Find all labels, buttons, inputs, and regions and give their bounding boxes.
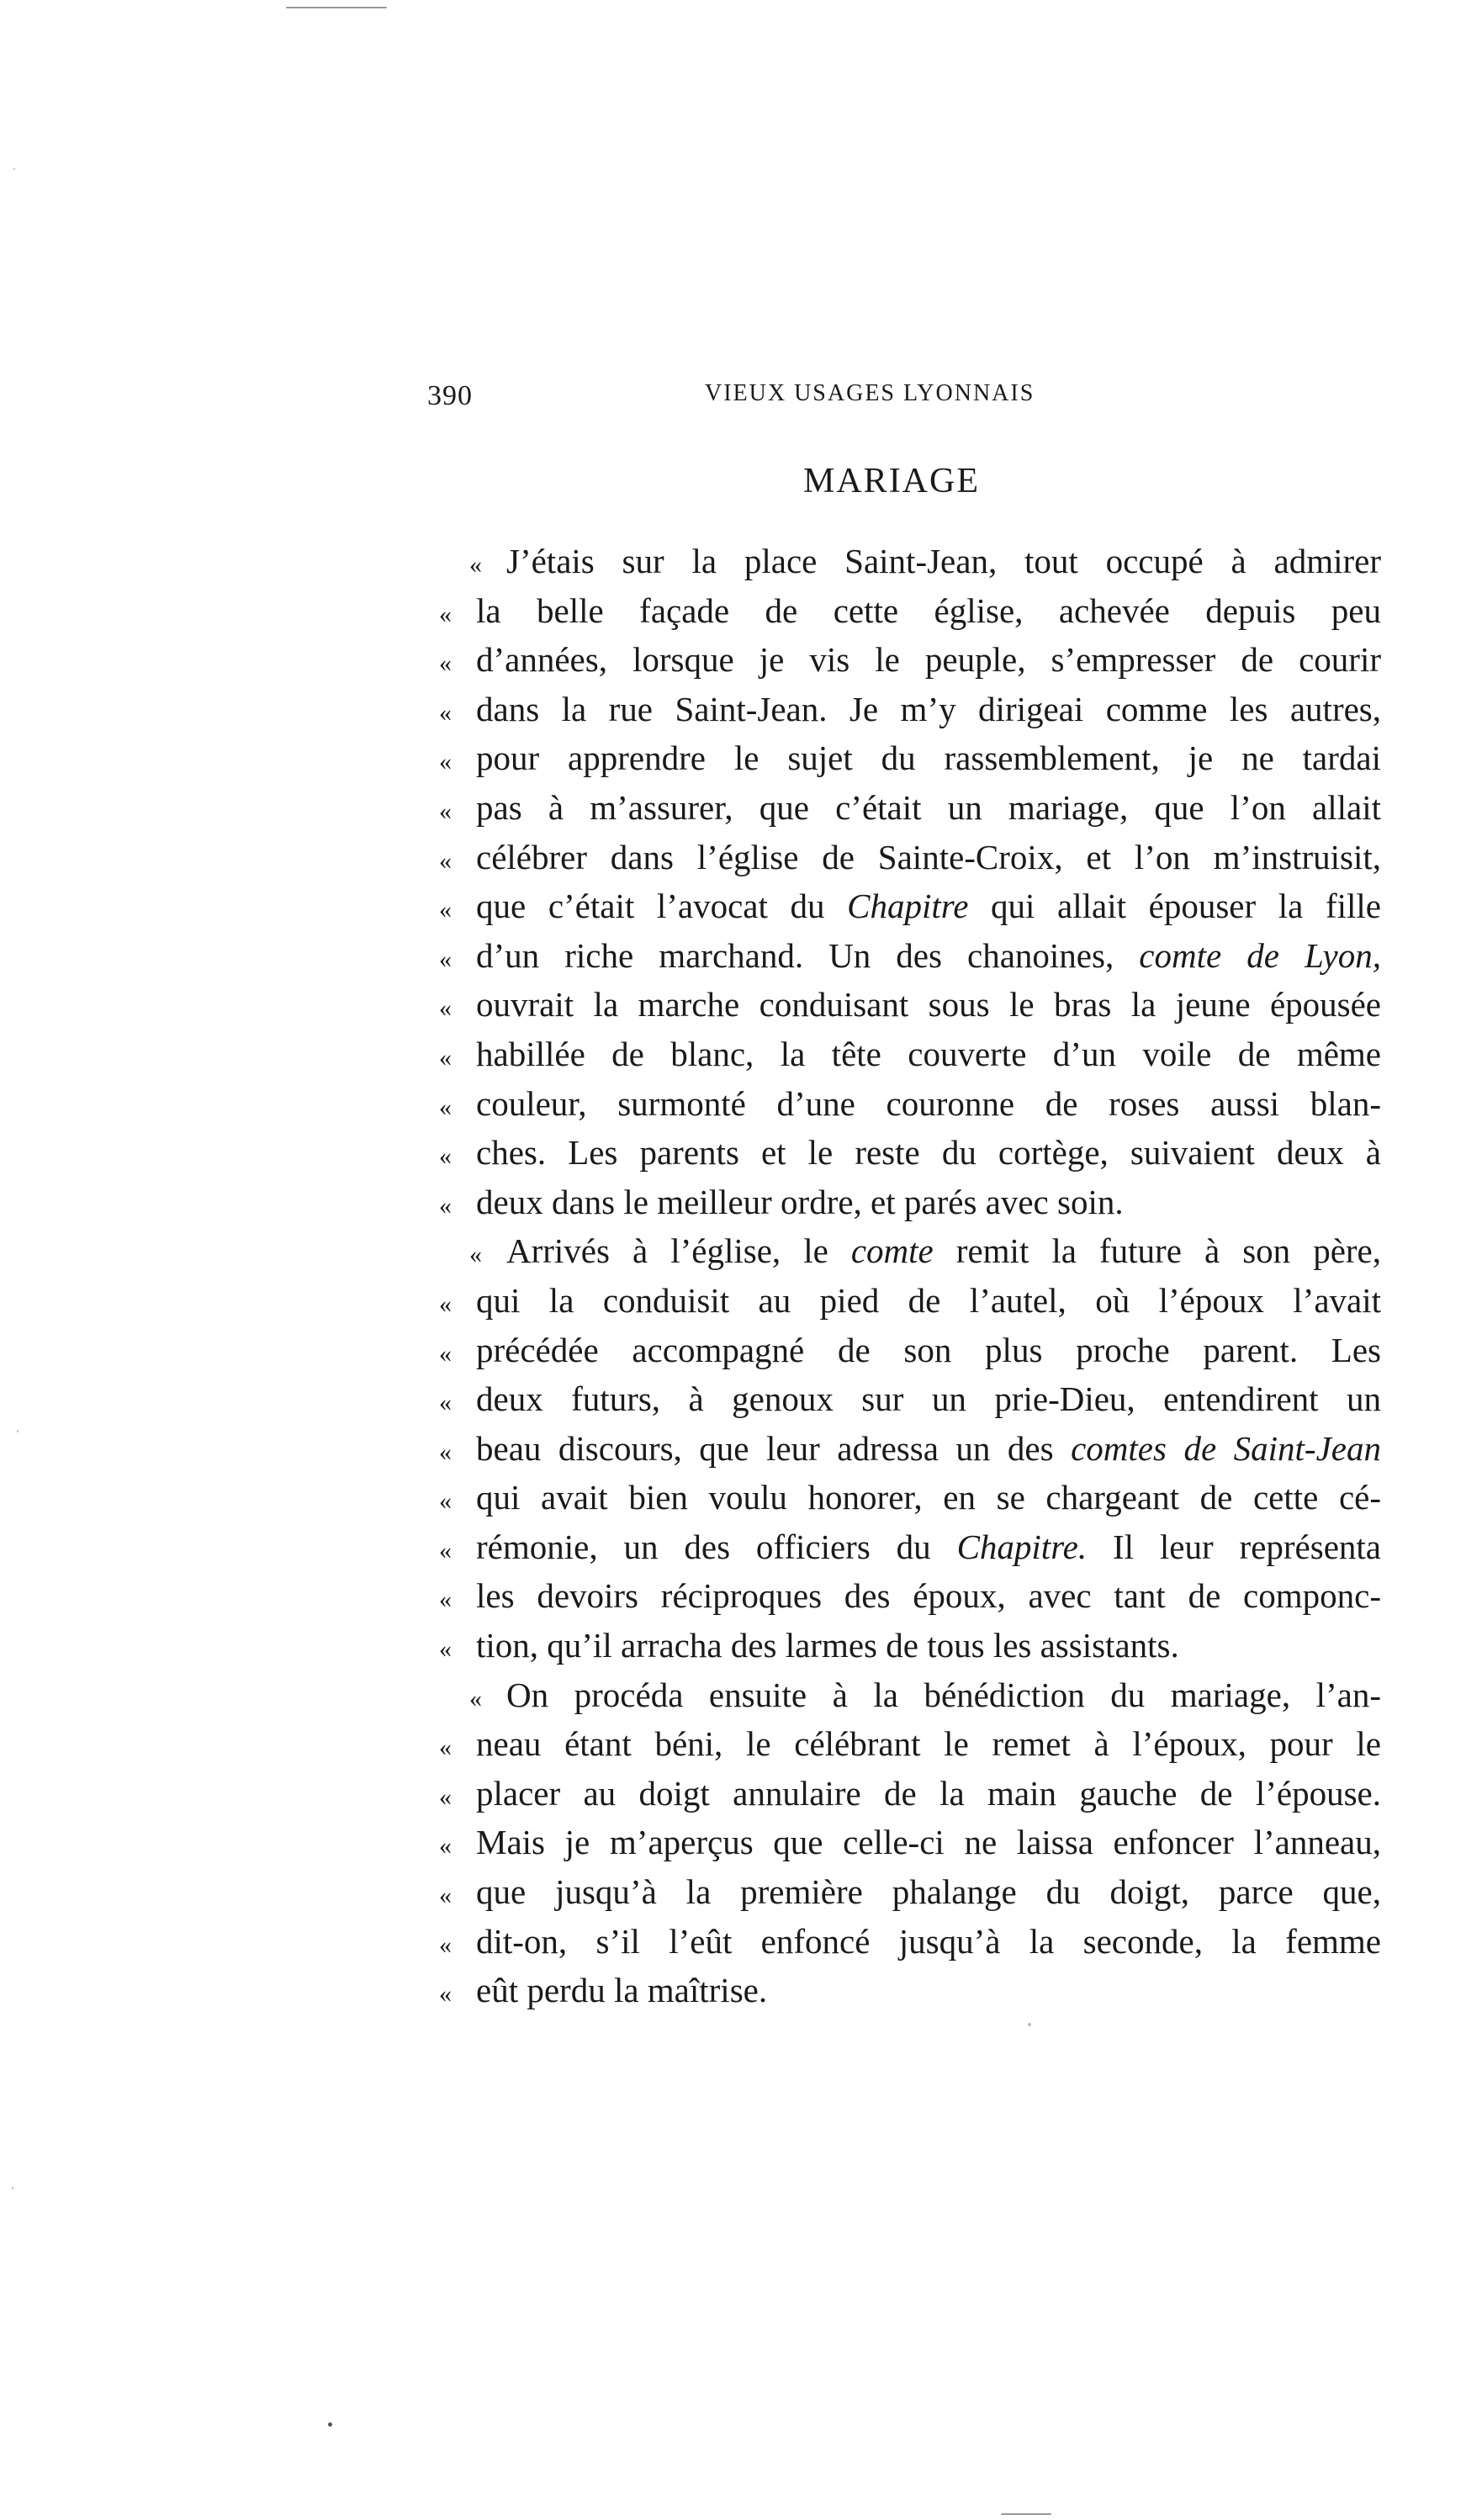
- text-run: eût perdu la maîtrise.: [476, 1971, 768, 2010]
- text-run: que c’était l’avocat du: [476, 887, 848, 926]
- text-run: ouvrait la marche conduisant sous le bras la jeune épousée: [476, 985, 1381, 1024]
- page-number: 390: [427, 380, 473, 411]
- scan-speck: [1028, 2023, 1031, 2026]
- line-text: [506, 1670, 1381, 1720]
- text-line: [439, 635, 1381, 685]
- text-run: remit la future à son père,: [933, 1231, 1381, 1271]
- italic-phrase: Chapitre: [847, 887, 969, 926]
- line-text: [476, 1917, 1381, 1967]
- guillemet-marker: «: [439, 797, 452, 825]
- scan-speck: [13, 168, 15, 170]
- guillemet-marker: «: [439, 1093, 452, 1121]
- text-run: tion, qu’il arracha des larmes de tous les assistants.: [476, 1626, 1179, 1665]
- scan-speck: [286, 7, 387, 8]
- text-run: rémonie, un des officiers du: [476, 1527, 957, 1566]
- text-line: [439, 1522, 1381, 1572]
- text-run: Arrivés à l’église, le: [506, 1231, 851, 1271]
- line-text: [476, 1276, 1381, 1326]
- line-text: [476, 733, 1381, 783]
- running-head: [427, 380, 1386, 414]
- line-text: [476, 980, 1381, 1030]
- text-line: [439, 1424, 1381, 1474]
- scan-speck: [17, 1430, 19, 1432]
- text-line: [439, 586, 1381, 636]
- text-line: [439, 537, 1381, 586]
- line-text: [476, 931, 1381, 981]
- text-line: [439, 685, 1381, 734]
- line-text: [476, 1769, 1381, 1819]
- text-run: dans la rue Saint-Jean. Je m’y dirigeai comme les autres,: [476, 689, 1381, 728]
- guillemet-marker: «: [439, 846, 452, 875]
- text-line: [439, 733, 1381, 783]
- text-line: [439, 1178, 1381, 1227]
- line-text: [476, 1424, 1381, 1474]
- text-line: [439, 783, 1381, 833]
- text-line: [439, 881, 1381, 931]
- text-line: [439, 1128, 1381, 1178]
- guillemet-marker: «: [439, 1536, 452, 1564]
- italic-phrase: comte de Lyon,: [1139, 935, 1381, 975]
- text-run: habillée de blanc, la tête couverte d’un voile de même: [476, 1034, 1381, 1073]
- text-run: Mais je m’aperçus que celle-ci ne laissa enfoncer l’anneau,: [476, 1823, 1381, 1862]
- text-run: ches. Les parents et le reste du cortège, suivaient deux à: [476, 1133, 1381, 1173]
- guillemet-marker: «: [439, 1142, 452, 1171]
- text-run: la belle façade de cette église, achevée depuis peu: [476, 590, 1381, 630]
- text-run: dit-on, s’il l’eût enfoncé jusqu’à la seconde, la femme: [476, 1921, 1381, 1961]
- text-line: [439, 931, 1381, 981]
- guillemet-marker: «: [439, 748, 452, 776]
- line-text: [476, 833, 1381, 882]
- line-text: [476, 1867, 1381, 1917]
- body-text: [439, 537, 1381, 2015]
- text-run: placer au doigt annulaire de la main gauche de l’épouse.: [476, 1773, 1381, 1813]
- text-run: On procéda ensuite à la bénédiction du mariage, l’an-: [506, 1675, 1381, 1714]
- text-run: neau étant béni, le célébrant le remet à l’époux, pour le: [476, 1724, 1381, 1764]
- text-run: Il leur représenta: [1087, 1527, 1381, 1566]
- text-run: d’un riche marchand. Un des chanoines,: [476, 935, 1140, 975]
- text-line: [439, 1621, 1381, 1670]
- guillemet-marker: «: [439, 1734, 452, 1762]
- italic-phrase: comtes de Saint-Jean: [1071, 1428, 1381, 1468]
- text-run: célébrer dans l’église de Sainte-Croix, et l’on m’instruisit,: [476, 837, 1381, 876]
- guillemet-marker: «: [439, 1339, 452, 1368]
- text-line: [439, 1326, 1381, 1375]
- guillemet-marker: «: [439, 1289, 452, 1318]
- line-text: [476, 586, 1381, 636]
- guillemet-marker: «: [469, 1684, 482, 1713]
- guillemet-marker: «: [469, 1241, 482, 1269]
- line-text: [476, 1621, 1381, 1670]
- line-text: [476, 1473, 1381, 1522]
- guillemet-marker: «: [439, 1043, 452, 1072]
- guillemet-marker: «: [439, 1437, 452, 1466]
- text-line: [439, 1226, 1381, 1276]
- line-text: [476, 1818, 1381, 1867]
- guillemet-marker: «: [439, 1832, 452, 1861]
- line-text: [476, 1326, 1381, 1375]
- text-run: pas à m’assurer, que c’était un mariage, que l’on allait: [476, 787, 1381, 827]
- guillemet-marker: «: [439, 1930, 452, 1959]
- guillemet-marker: «: [439, 1586, 452, 1614]
- guillemet-marker: «: [439, 1782, 452, 1811]
- guillemet-marker: «: [439, 994, 452, 1023]
- section-title: MARIAGE: [803, 462, 980, 500]
- text-line: [439, 1079, 1381, 1129]
- line-text: [476, 1079, 1381, 1129]
- text-line: [439, 1966, 1381, 2015]
- text-run: beau discours, que leur adressa un des: [476, 1428, 1072, 1468]
- text-line: [439, 1473, 1381, 1522]
- guillemet-marker: «: [439, 600, 452, 628]
- text-run: deux futurs, à genoux sur un prie-Dieu, entendirent un: [476, 1379, 1381, 1419]
- text-line: [439, 1571, 1381, 1621]
- guillemet-marker: «: [439, 1487, 452, 1516]
- line-text: [476, 1522, 1381, 1572]
- text-run: qui la conduisit au pied de l’autel, où l’époux l’avait: [476, 1280, 1381, 1320]
- text-run: qui avait bien voulu honorer, en se chargeant de cette cé-: [476, 1478, 1381, 1517]
- line-text: [506, 537, 1381, 586]
- scan-speck: [1001, 2513, 1051, 2515]
- text-line: [439, 1670, 1381, 1720]
- line-text: [506, 1226, 1381, 1276]
- guillemet-marker: «: [439, 1882, 452, 1910]
- italic-phrase: Chapitre.: [956, 1527, 1088, 1566]
- text-run: d’années, lorsque je vis le peuple, s’empresser de courir: [476, 640, 1381, 680]
- text-line: [439, 1769, 1381, 1819]
- line-text: [476, 1966, 1381, 2015]
- guillemet-marker: «: [439, 1635, 452, 1664]
- text-line: [439, 833, 1381, 882]
- italic-phrase: comte: [850, 1231, 934, 1271]
- text-line: [439, 1867, 1381, 1917]
- line-text: [476, 1178, 1381, 1227]
- guillemet-marker: «: [439, 649, 452, 678]
- guillemet-marker: «: [469, 551, 482, 579]
- text-line: [439, 1917, 1381, 1967]
- guillemet-marker: «: [439, 698, 452, 727]
- line-text: [476, 1128, 1381, 1178]
- text-run: deux dans le meilleur ordre, et parés avec soin.: [476, 1182, 1124, 1221]
- text-run: pour apprendre le sujet du rassemblement, je ne tardai: [476, 739, 1381, 778]
- text-run: que jusqu’à la première phalange du doigt, parce que,: [476, 1872, 1381, 1912]
- line-text: [476, 881, 1381, 931]
- text-line: [439, 1719, 1381, 1769]
- text-line: [439, 1818, 1381, 1867]
- scan-speck: [12, 2187, 13, 2189]
- line-text: [476, 685, 1381, 734]
- guillemet-marker: «: [439, 1389, 452, 1417]
- line-text: [476, 1571, 1381, 1621]
- line-text: [476, 1374, 1381, 1424]
- running-title: VIEUX USAGES LYONNAIS: [705, 380, 1035, 406]
- text-run: précédée accompagné de son plus proche parent. Les: [476, 1330, 1381, 1369]
- guillemet-marker: «: [439, 896, 452, 924]
- text-run: couleur, surmonté d’une couronne de roses aussi blan-: [476, 1083, 1381, 1123]
- text-line: [439, 980, 1381, 1030]
- line-text: [476, 635, 1381, 685]
- text-line: [439, 1374, 1381, 1424]
- text-line: [439, 1030, 1381, 1079]
- scan-speck: [328, 2422, 332, 2427]
- line-text: [476, 1719, 1381, 1769]
- guillemet-marker: «: [439, 945, 452, 973]
- text-line: [439, 1276, 1381, 1326]
- guillemet-marker: «: [439, 1980, 452, 2009]
- guillemet-marker: «: [439, 1191, 452, 1220]
- line-text: [476, 783, 1381, 833]
- line-text: [476, 1030, 1381, 1079]
- text-run: les devoirs réciproques des époux, avec tant de componc-: [476, 1576, 1381, 1616]
- text-run: qui allait épouser la fille: [968, 887, 1381, 926]
- text-run: J’étais sur la place Saint-Jean, tout occupé à admirer: [506, 542, 1381, 580]
